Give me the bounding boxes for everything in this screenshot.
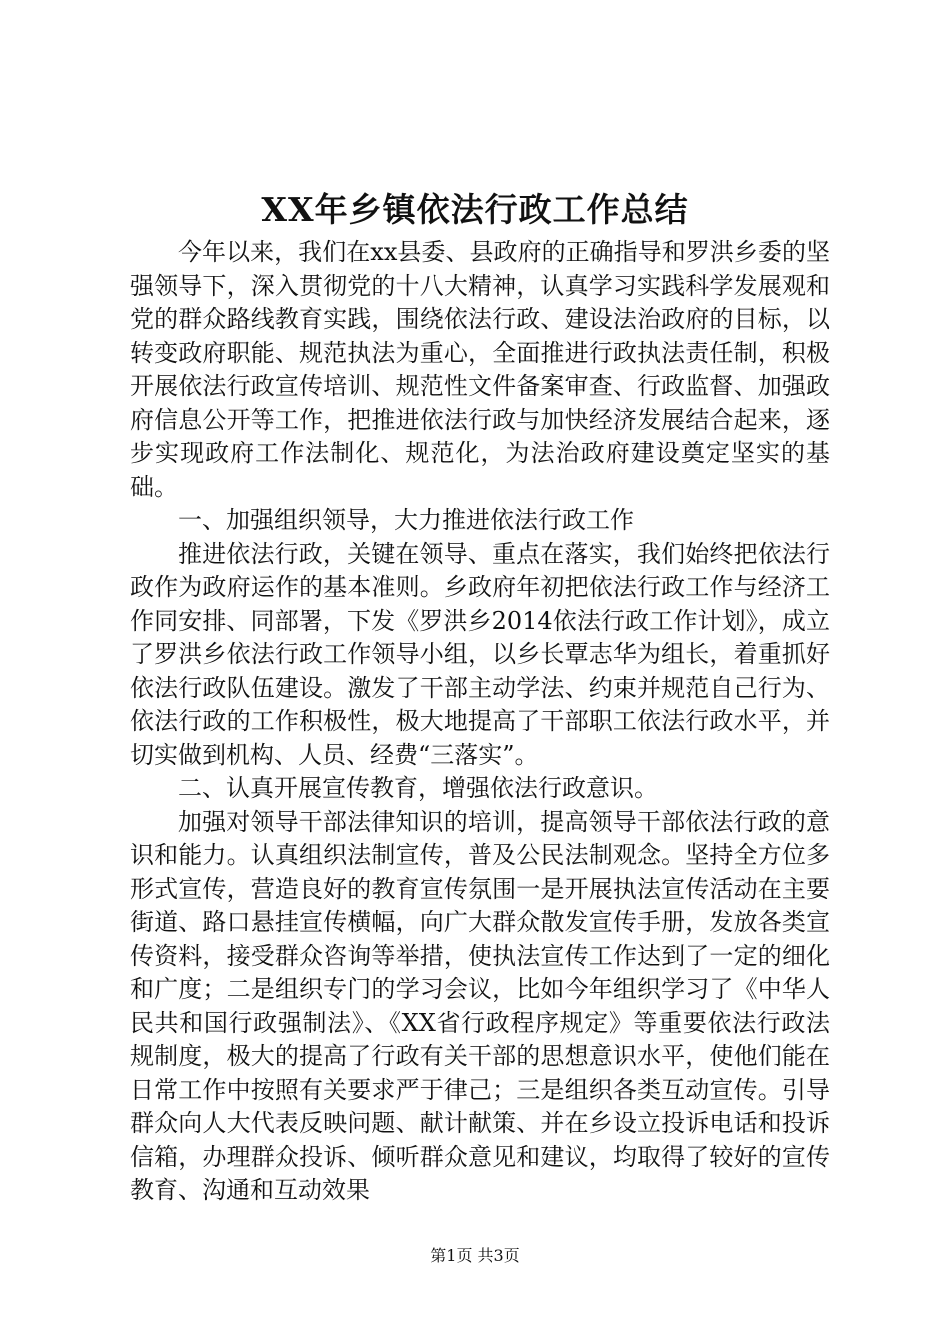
page-footer: 第1页 共3页 bbox=[430, 1246, 520, 1265]
section-heading-2: 二、认真开展宣传教育，增强依法行政意识。 bbox=[178, 774, 658, 802]
section-1-paragraph: 推进依法行政，关键在领导、重点在落实，我们始终把依法行政作为政府运作的基本准则。乡政府年初把依法行政工作与经济工作同安排、同部署，下发《罗洪乡2014依法行政工作计划》，成立了罗洪乡依法行政工作领导小组，以乡长覃志华为组长，着重抓好依法行政队伍建设。激发了干部主动学法、约束并规范自己行为、依法行政的工作积极性，极大地提高了干部职工依法行政水平，并切实做到机构、人员、经费“三落实”。 bbox=[130, 539, 830, 769]
section-2-paragraph: 加强对领导干部法律知识的培训，提高领导干部依法行政的意识和能力。认真组织法制宣传，普及公民法制观念。坚持全方位多形式宣传，营造良好的教育宣传氛围一是开展执法宣传活动在主要街道、路口悬挂宣传横幅，向广大群众散发宣传手册，发放各类宣传资料，接受群众咨询等举措，使执法宣传工作达到了一定的细化和广度；二是组织专门的学习会议，比如今年组织学习了《中华人民共和国行政强制法》、《XX省行政程序规定》等重要依法行政法规制度，极大的提高了行政有关干部的思想意识水平，使他们能在日常工作中按照有关要求严于律己；三是组织各类互动宣传。引导群众向人大代表反映问题、献计献策、并在乡设立投诉电话和投诉信箱，办理群众投诉、倾听群众意见和建议，均取得了较好的宣传教育、沟通和互动效果 bbox=[130, 807, 830, 1204]
document-title: XX年乡镇依法行政工作总结 bbox=[261, 190, 689, 229]
section-heading-1: 一、加强组织领导，大力推进依法行政工作 bbox=[178, 506, 634, 534]
document-body bbox=[130, 236, 830, 1208]
intro-paragraph: 今年以来，我们在xx县委、县政府的正确指导和罗洪乡委的坚强领导下，深入贯彻党的十八大精神，认真学习实践科学发展观和党的群众路线教育实践，围绕依法行政、建设法治政府的目标，以转变政府职能、规范执法为重心，全面推进行政执法责任制，积极开展依法行政宣传培训、规范性文件备案审查、行政监督、加强政府信息公开等工作，把推进依法行政与加快经济发展结合起来，逐步实现政府工作法制化、规范化，为法治政府建设奠定坚实的基础。 bbox=[130, 238, 830, 501]
